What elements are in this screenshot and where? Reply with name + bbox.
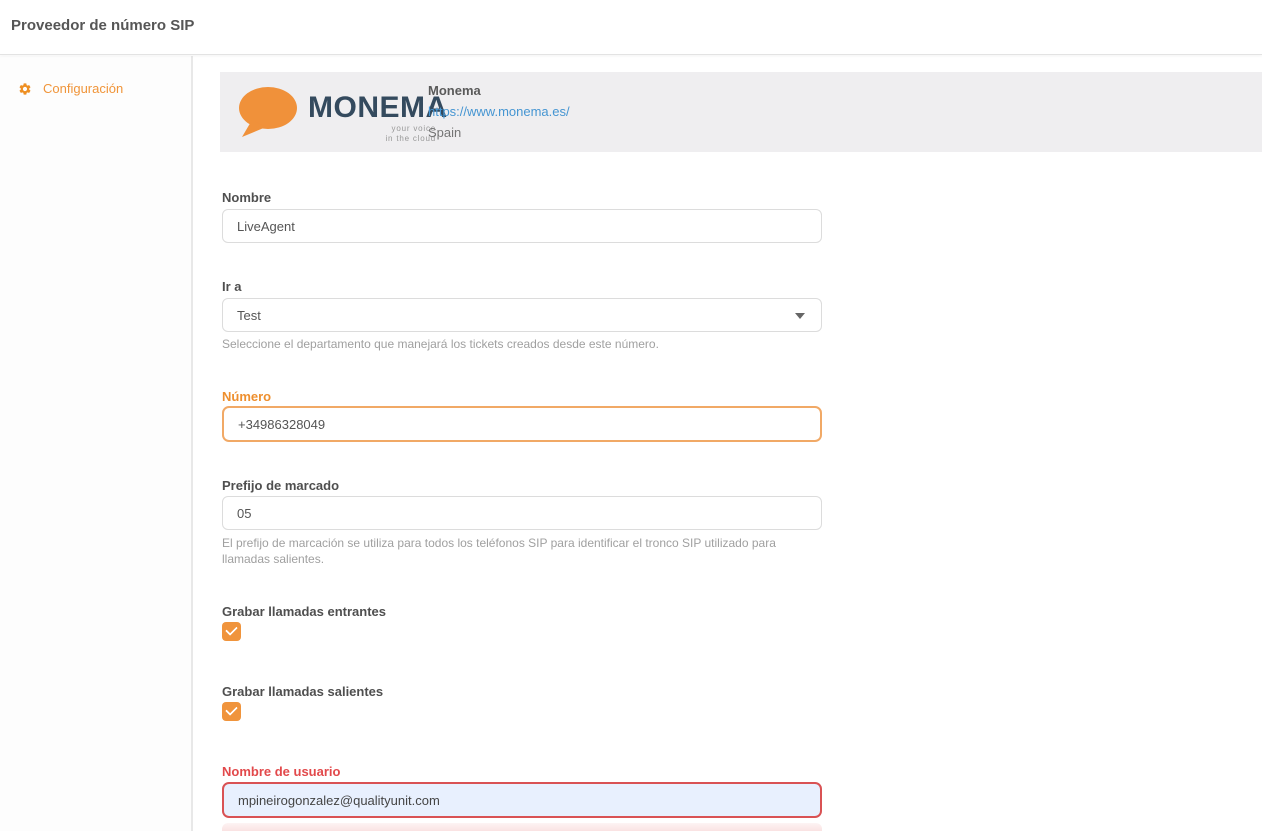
record-incoming-checkbox[interactable] (222, 622, 241, 641)
number-input[interactable] (222, 406, 822, 442)
route-to-selected-value: Test (237, 307, 261, 323)
sidebar-item-configuracion[interactable] (18, 81, 123, 96)
number-label: Número (222, 389, 272, 404)
provider-info (428, 83, 570, 140)
provider-url-link[interactable]: https://www.monema.es/ (428, 104, 570, 119)
username-input[interactable] (222, 782, 822, 818)
route-to-help-text: Seleccione el departamento que manejará los tickets creados desde este número. (222, 337, 659, 351)
logo-tagline-line2: in the cloud (385, 133, 436, 143)
monema-logo (236, 84, 446, 142)
sidebar-item-label: Configuración (43, 81, 124, 96)
provider-card (220, 72, 1262, 152)
dial-prefix-help-text: El prefijo de marcación se utiliza para todos los teléfonos SIP para identificar el tronco SIP utilizado para llamadas salientes. (222, 536, 776, 566)
chevron-down-icon (795, 313, 805, 319)
main-content (193, 56, 1262, 831)
provider-name: Monema (428, 83, 481, 98)
name-label: Nombre (222, 190, 272, 205)
route-to-select[interactable] (222, 298, 822, 332)
settings-sidebar (0, 56, 191, 831)
logo-tagline-line1: your voice (391, 124, 436, 133)
route-to-label: Ir a (222, 279, 242, 294)
logo-wordmark: MONEMA (308, 91, 448, 124)
username-label: Nombre de usuario (222, 764, 341, 779)
dial-prefix-label: Prefijo de marcado (222, 478, 340, 493)
gear-icon (18, 82, 32, 96)
name-input[interactable] (222, 209, 822, 243)
dial-prefix-input[interactable] (222, 496, 822, 530)
record-incoming-label: Grabar llamadas entrantes (222, 604, 387, 619)
page-title: Proveedor de número SIP (11, 17, 195, 34)
page-header (0, 0, 1262, 55)
logo-tagline (308, 124, 436, 143)
record-outgoing-checkbox[interactable] (222, 702, 241, 721)
speech-bubble-icon (236, 86, 298, 138)
record-outgoing-label: Grabar llamadas salientes (222, 684, 384, 699)
validation-message-panel (222, 823, 822, 831)
provider-country: Spain (428, 125, 462, 140)
